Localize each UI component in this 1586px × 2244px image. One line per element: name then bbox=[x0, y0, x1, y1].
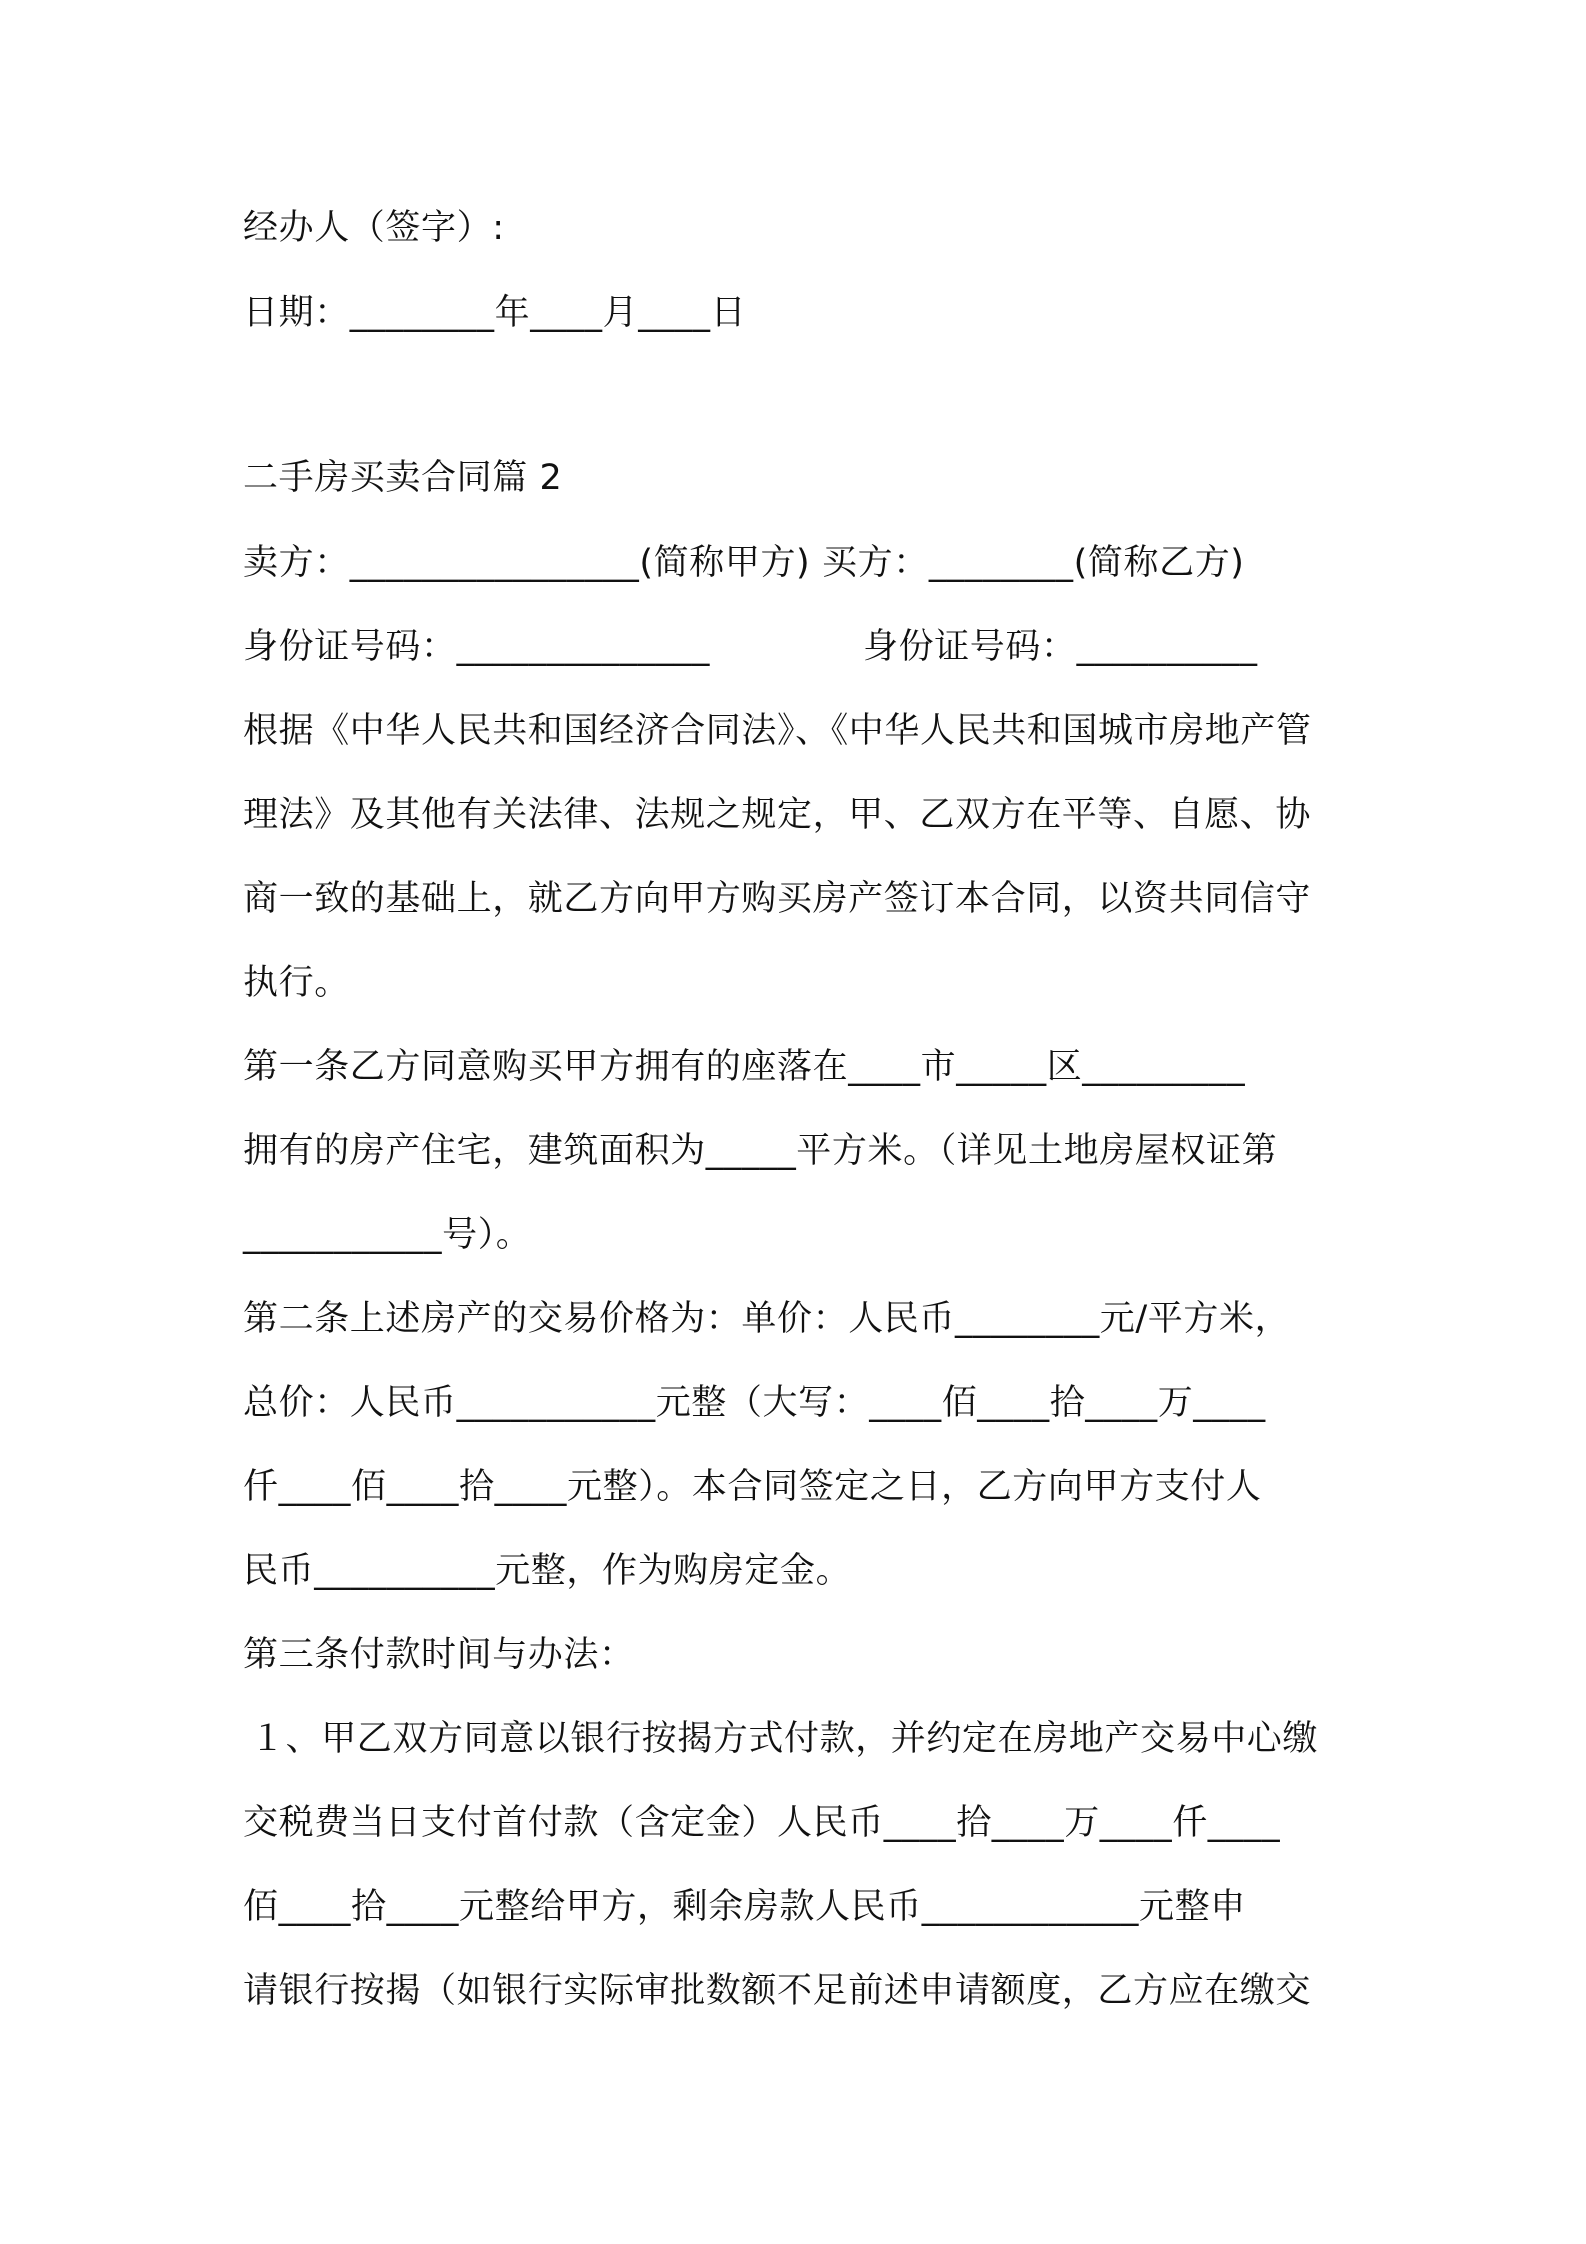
article-two-line: 仟____佰____拾____元整）。本合同签定之日，乙方向甲方支付人 bbox=[243, 1467, 1262, 1507]
parties-line: 卖方：________________(简称甲方) 买方：________(简称乙方) bbox=[243, 543, 1245, 583]
id-number-line bbox=[243, 624, 1363, 670]
paragraph-line: 根据《中华人民共和国经济合同法》、《中华人民共和国城市房地产管 bbox=[243, 711, 1312, 751]
article-one-line: 第一条乙方同意购买甲方拥有的座落在____市_____区_________ bbox=[243, 1047, 1246, 1087]
clause-one-line: １、甲乙双方同意以银行按揭方式付款，并约定在房地产交易中心缴 bbox=[250, 1719, 1319, 1759]
clause-one-line: 交税费当日支付首付款（含定金）人民币____拾____万____仟____ bbox=[243, 1803, 1281, 1843]
article-one-line: 拥有的房产住宅，建筑面积为_____平方米。（详见土地房屋权证第 bbox=[243, 1131, 1278, 1171]
clause-one-line: 佰____拾____元整给甲方，剩余房款人民币____________元整申 bbox=[243, 1887, 1246, 1927]
paragraph-line: 商一致的基础上，就乙方向甲方购买房产签订本合同，以资共同信守 bbox=[243, 879, 1312, 919]
paragraph-line: 执行。 bbox=[243, 963, 350, 1003]
buyer-id-number: 身份证号码：__________ bbox=[863, 627, 1258, 667]
section-title: 二手房买卖合同篇 2 bbox=[243, 458, 563, 498]
date-field-line: 日期：________年____月____日 bbox=[243, 293, 747, 333]
article-three-heading: 第三条付款时间与办法： bbox=[243, 1635, 635, 1675]
seller-id-number: 身份证号码：______________ bbox=[243, 627, 711, 667]
agent-signature-label: 经办人（签字）: bbox=[243, 208, 505, 248]
paragraph-line: 理法》及其他有关法律、法规之规定，甲、乙双方在平等、自愿、协 bbox=[243, 795, 1312, 835]
article-two-line: 第二条上述房产的交易价格为：单价：人民币________元/平方米， bbox=[243, 1299, 1291, 1339]
article-two-line: 民币__________元整，作为购房定金。 bbox=[243, 1551, 852, 1591]
article-one-line: ___________号）。 bbox=[243, 1215, 532, 1255]
clause-one-line: 请银行按揭（如银行实际审批数额不足前述申请额度，乙方应在缴交 bbox=[243, 1971, 1312, 2011]
article-two-line: 总价：人民币___________元整（大写：____佰____拾____万____ bbox=[243, 1383, 1266, 1423]
